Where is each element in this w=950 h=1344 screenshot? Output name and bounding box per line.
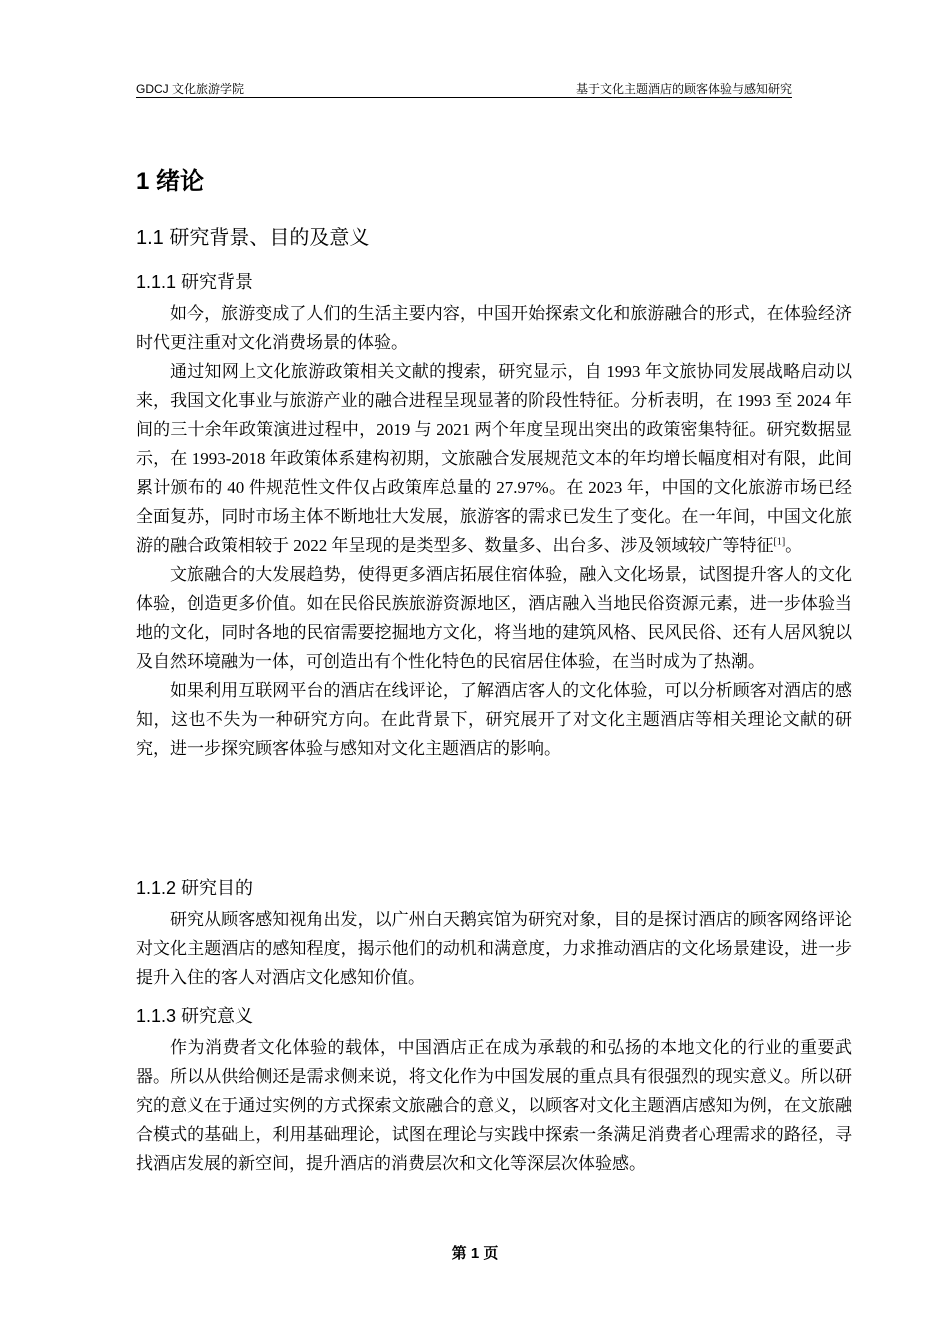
header-thesis-title: 基于文化主题酒店的顾客体验与感知研究 bbox=[575, 82, 792, 96]
background-body bbox=[136, 299, 852, 763]
page-number: 第 1 页 bbox=[451, 1245, 499, 1262]
significance-body bbox=[136, 1033, 852, 1178]
paragraph: 文旅融合的大发展趋势，使得更多酒店拓展住宿体验，融入文化场景，试图提升客人的文化体验，创造更多价值。如在民俗民族旅游资源地区，酒店融入当地民俗资源元素，进一步体验当地的文化，同时各地的民宿需要挖掘地方文化，将当地的建筑风格、民风民俗、还有人居风貌以及自然环境融为一体，可创造出有个性化特色的民宿居住体验，在当时成为了热潮。 bbox=[136, 565, 852, 671]
paragraph: 研究从顾客感知视角出发，以广州白天鹅宾馆为研究对象，目的是探讨酒店的顾客网络评论对文化主题酒店的感知程度，揭示他们的动机和满意度，力求推动酒店的文化场景建设，进一步提升入住的客人对酒店文化感知价值。 bbox=[136, 910, 852, 987]
purpose-body bbox=[136, 905, 852, 992]
paragraph bbox=[136, 357, 852, 560]
paragraph: 作为消费者文化体验的载体，中国酒店正在成为承载的和弘扬的本地文化的行业的重要武器。所以从供给侧还是需求侧来说，将文化作为中国发展的重点具有很强烈的现实意义。所以研究的意义在于通过实例的方式探索文旅融合的意义，以顾客对文化主题酒店感知为例，在文旅融合模式的基础上，利用基础理论，试图在理论与实践中探索一条满足消费者心理需求的路径，寻找酒店发展的新空间，提升酒店的消费层次和文化等深层次体验感。 bbox=[136, 1038, 852, 1173]
paragraph: 如果利用互联网平台的酒店在线评论，了解酒店客人的文化体验，可以分析顾客对酒店的感知，这也不失为一种研究方向。在此背景下，研究展开了对文化主题酒店等相关理论文献的研究，进一步探究顾客体验与感知对文化主题酒店的影响。 bbox=[136, 681, 852, 758]
subsection-title-purpose: 1.1.2 研究目的 bbox=[136, 878, 254, 898]
header-institution: GDCJ 文化旅游学院 bbox=[136, 82, 245, 96]
section-title: 1.1 研究背景、目的及意义 bbox=[136, 227, 370, 249]
chapter-title: 1 绪论 bbox=[136, 168, 205, 195]
subsection-title-background: 1.1.1 研究背景 bbox=[136, 272, 254, 292]
paragraph: 如今，旅游变成了人们的生活主要内容，中国开始探索文化和旅游融合的形式，在体验经济时代更注重对文化消费场景的体验。 bbox=[136, 304, 852, 352]
citation-ref: [1] bbox=[773, 536, 786, 548]
paragraph-text: 通过知网上文化旅游政策相关文献的搜索，研究显示，自 1993 年文旅协同发展战略启动以来，我国文化事业与旅游产业的融合进程呈现显著的阶段性特征。分析表明，在 1993 至 2024 年间的三十余年政策演进过程中，2019 与 2021 两个年度呈现出突出的政策密集特征。研究数据显示，在 1993-2018 年政策体系建构初期，文旅融合发展规范文本的年均增长幅度相对有限，此间累计颁布的 40 件规范性文件仅占政策库总量的 27.97%。在 2023 年，中国的文化旅游市场已经全面复苏，同时市场主体不断地壮大发展，旅游客的需求已发生了变化。在一年间，中国文化旅游的融合政策相较于 2022 年呈现的是类型多、数量多、出台多、涉及领域较广等特征 bbox=[136, 362, 852, 555]
paragraph-end: 。 bbox=[785, 536, 803, 555]
running-header bbox=[136, 81, 792, 98]
subsection-title-significance: 1.1.3 研究意义 bbox=[136, 1006, 254, 1026]
